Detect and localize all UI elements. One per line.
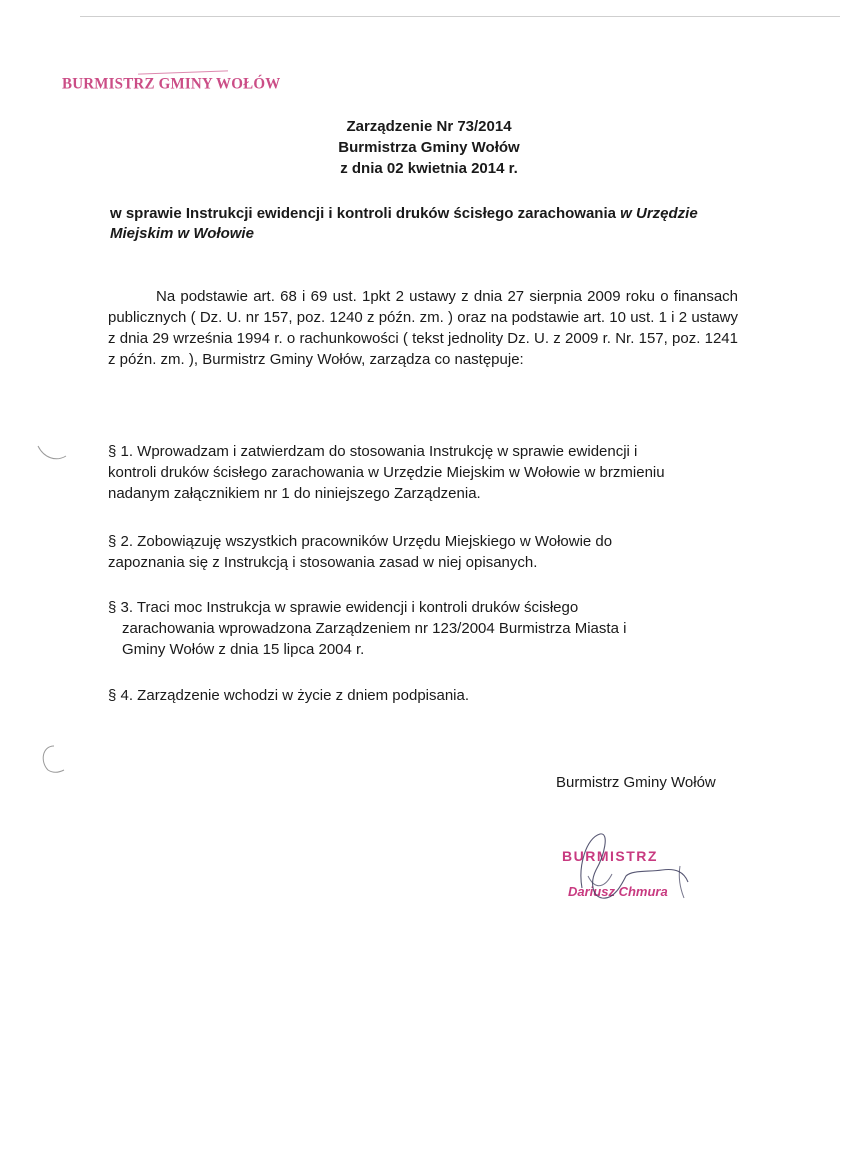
document-subject <box>110 204 740 244</box>
paragraph-1-line-3: nadanym załącznikiem nr 1 do niniejszego Zarządzenia. <box>108 485 481 502</box>
intro-paragraph: Na podstawie art. 68 i 69 ust. 1pkt 2 ustawy z dnia 27 sierpnia 2009 roku o finansach publicznych ( Dz. U. nr 157, poz. 1240 z późn. zm. ) oraz na podstawie art. 10 ust. 1 i 2 ustawy z dnia 29 września 1994 r. o rachunkowości ( tekst jednolity Dz. U. z 2009 r. Nr. 157, poz. 1241 z późn. zm. ), Burmistrz Gminy Wołów, zarządza co następuje: <box>108 288 738 368</box>
scan-edge-line <box>80 16 840 17</box>
paragraph-1-line-1: § 1. Wprowadzam i zatwierdzam do stosowania Instrukcję w sprawie ewidencji i <box>108 443 638 460</box>
signature-stamp <box>552 826 722 916</box>
paragraph-2-line-1: § 2. Zobowiązuję wszystkich pracowników Urzędu Miejskiego w Wołowie do <box>108 533 613 550</box>
handwritten-signature <box>552 826 722 916</box>
punch-hole-mark-bottom <box>30 740 90 780</box>
paragraph-1-line-2: kontroli druków ścisłego zarachowania w Urzędzie Miejskim w Wołowie w brzmieniu <box>108 464 665 481</box>
signer-title: Burmistrz Gminy Wołów <box>556 774 716 791</box>
paragraph-3-line-1: § 3. Traci moc Instrukcja w sprawie ewidencji i kontroli druków ścisłego <box>108 599 579 616</box>
stamp-name: Dariusz Chmura <box>568 884 668 899</box>
stamp-title: BURMISTRZ <box>562 848 658 864</box>
paragraph-1 <box>108 441 738 504</box>
subject-italic-text: w Urzędzie Miejskim w Wołowie <box>110 205 698 242</box>
header-stamp-underline <box>138 70 228 74</box>
subject-text: w sprawie Instrukcji ewidencji i kontroli druków ścisłego zarachowania <box>110 205 616 222</box>
document-title <box>0 116 850 179</box>
title-line-issuer: Burmistrza Gminy Wołów <box>338 139 520 156</box>
title-line-number: Zarządzenie Nr 73/2014 <box>346 118 512 135</box>
paragraph-3-line-2: zarachowania wprowadzona Zarządzeniem nr 123/2004 Burmistrza Miasta i <box>122 620 627 637</box>
paragraph-4-line-1: § 4. Zarządzenie wchodzi w życie z dniem podpisania. <box>108 687 470 704</box>
paragraph-3-line-3: Gminy Wołów z dnia 15 lipca 2004 r. <box>122 641 365 658</box>
punch-hole-mark-top <box>34 440 94 480</box>
paragraph-4 <box>108 685 738 706</box>
paragraph-3 <box>108 597 738 660</box>
paragraph-2 <box>108 531 738 573</box>
title-line-date: z dnia 02 kwietnia 2014 r. <box>340 160 518 177</box>
header-stamp: BURMISTRZ GMINY WOŁÓW <box>62 75 281 93</box>
paragraph-2-line-2: zapoznania się z Instrukcją i stosowania zasad w niej opisanych. <box>108 554 538 571</box>
